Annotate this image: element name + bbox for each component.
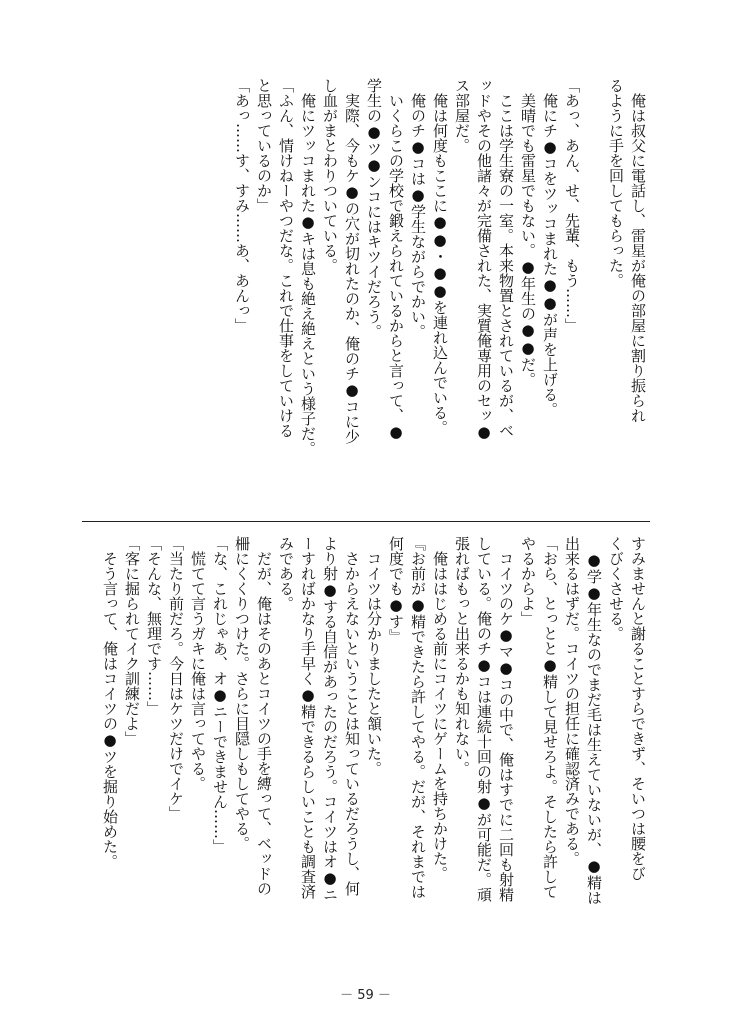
text-column: している。俺のチ●コは連続十回の射●が可能だ。頑 bbox=[475, 536, 493, 902]
text-column: 俺のチ●コは●学生ながらでかい。 bbox=[409, 78, 427, 339]
text-column: 「あっ……す、すみ……あ、あんっ」 bbox=[233, 78, 251, 333]
text-column: くびくさせる。 bbox=[607, 536, 625, 641]
text-column: さからえないということは知っているだろうし、何 bbox=[343, 536, 361, 896]
text-column: 俺ははじめる前にコイツにゲームを持ちかけた。 bbox=[431, 536, 449, 881]
text-column: と思っているのか」 bbox=[255, 78, 273, 213]
text-column: 美晴でも雷星でもない。●年生の●●だ。 bbox=[519, 78, 537, 387]
text-column: より射●する自信があったのだろう。コイツはオ●ニ bbox=[321, 536, 339, 902]
text-column: 「な、これじゃあ、オ●ニーできません……」 bbox=[211, 536, 229, 854]
text-column: ス部屋だ。 bbox=[453, 78, 471, 153]
text-column: やるからよ」 bbox=[519, 536, 537, 626]
text-column: すみませんと謝ることすらできず、そいつは腰をび bbox=[629, 536, 647, 881]
text-column: 何度でも●す』 bbox=[387, 536, 405, 644]
text-column: 俺は叔父に電話し、雷星が俺の部屋に割り振られ bbox=[629, 78, 647, 423]
text-column: し血がまとわりついている。 bbox=[321, 78, 339, 273]
text-column: そう言って、俺はコイツの●ツを掘り始めた。 bbox=[101, 536, 119, 869]
text-column: るように手を回してもらった。 bbox=[607, 78, 625, 288]
section-divider bbox=[82, 521, 650, 522]
page-number: － 59 － bbox=[340, 988, 391, 1003]
text-column: コイツは分かりましたと頷いた。 bbox=[365, 536, 383, 776]
text-column: コイツのケ●マ●コの中で、俺はすでに二回も射精 bbox=[497, 536, 515, 902]
text-column: 俺は何度もここに●●・●●を連れ込んでいる。 bbox=[431, 78, 449, 435]
text-column: 「おら、とっとと●精して見せろよ。そしたら許して bbox=[541, 536, 559, 899]
text-column: 俺にチ●コをツッコまれた●●が声を上げる。 bbox=[541, 78, 559, 417]
text-column: 『お前が●精できたら許してやる。だが、それまでは bbox=[409, 536, 427, 899]
text-column: 「そんな、無理です……」 bbox=[145, 536, 163, 716]
text-column: 実際、今もケ●の穴が切れたのか、俺のチ●コに少 bbox=[343, 78, 361, 444]
text-column: 「客に掘られてイク訓練だよ」 bbox=[123, 536, 141, 746]
text-column: 「ふん、情けねーやつだな。これで仕事をしていける bbox=[277, 78, 295, 438]
text-column: 柵にくくりつけた。さらに目隠しもしてやる。 bbox=[233, 536, 251, 851]
text-column bbox=[583, 78, 605, 510]
text-column: ッドやその他諸々が完備された、実質俺専用のセッ● bbox=[475, 78, 493, 441]
text-column: だが、俺はそのあとコイツの手を縛って、ベッドの bbox=[255, 536, 273, 896]
text-column: 「当たり前だろ。今日はケツだけでイケ」 bbox=[167, 536, 185, 821]
text-column: 張ればもっと出来るかも知れない。 bbox=[453, 536, 471, 776]
upper-text-block bbox=[81, 78, 649, 510]
text-column: ーすればかなり手早く●精できるらしいことも調査済 bbox=[299, 536, 317, 899]
text-column: 慌てて言うガキに俺は言ってやる。 bbox=[189, 536, 207, 791]
text-column: ●学●年生なのでまだ毛は生えていないが、●精は bbox=[585, 536, 603, 905]
lower-text-block bbox=[81, 536, 649, 958]
text-column: 俺にツッコまれた●キは息も絶え絶えという様子だ。 bbox=[299, 78, 317, 456]
text-column: いくらこの学校で鍛えられているからと言って、● bbox=[387, 78, 405, 441]
text-column: 出来るはずだ。コイツの担任に確認済みである。 bbox=[563, 536, 581, 866]
text-column: ここは学生寮の一室。本来物置とされているが、ベ bbox=[497, 78, 515, 438]
text-column: 学生の●ツ●ンコにはキツイだろう。 bbox=[365, 78, 383, 339]
text-column: みである。 bbox=[277, 536, 295, 611]
text-column: 「あっ、あん、せ、先輩、もう……」 bbox=[563, 78, 581, 333]
